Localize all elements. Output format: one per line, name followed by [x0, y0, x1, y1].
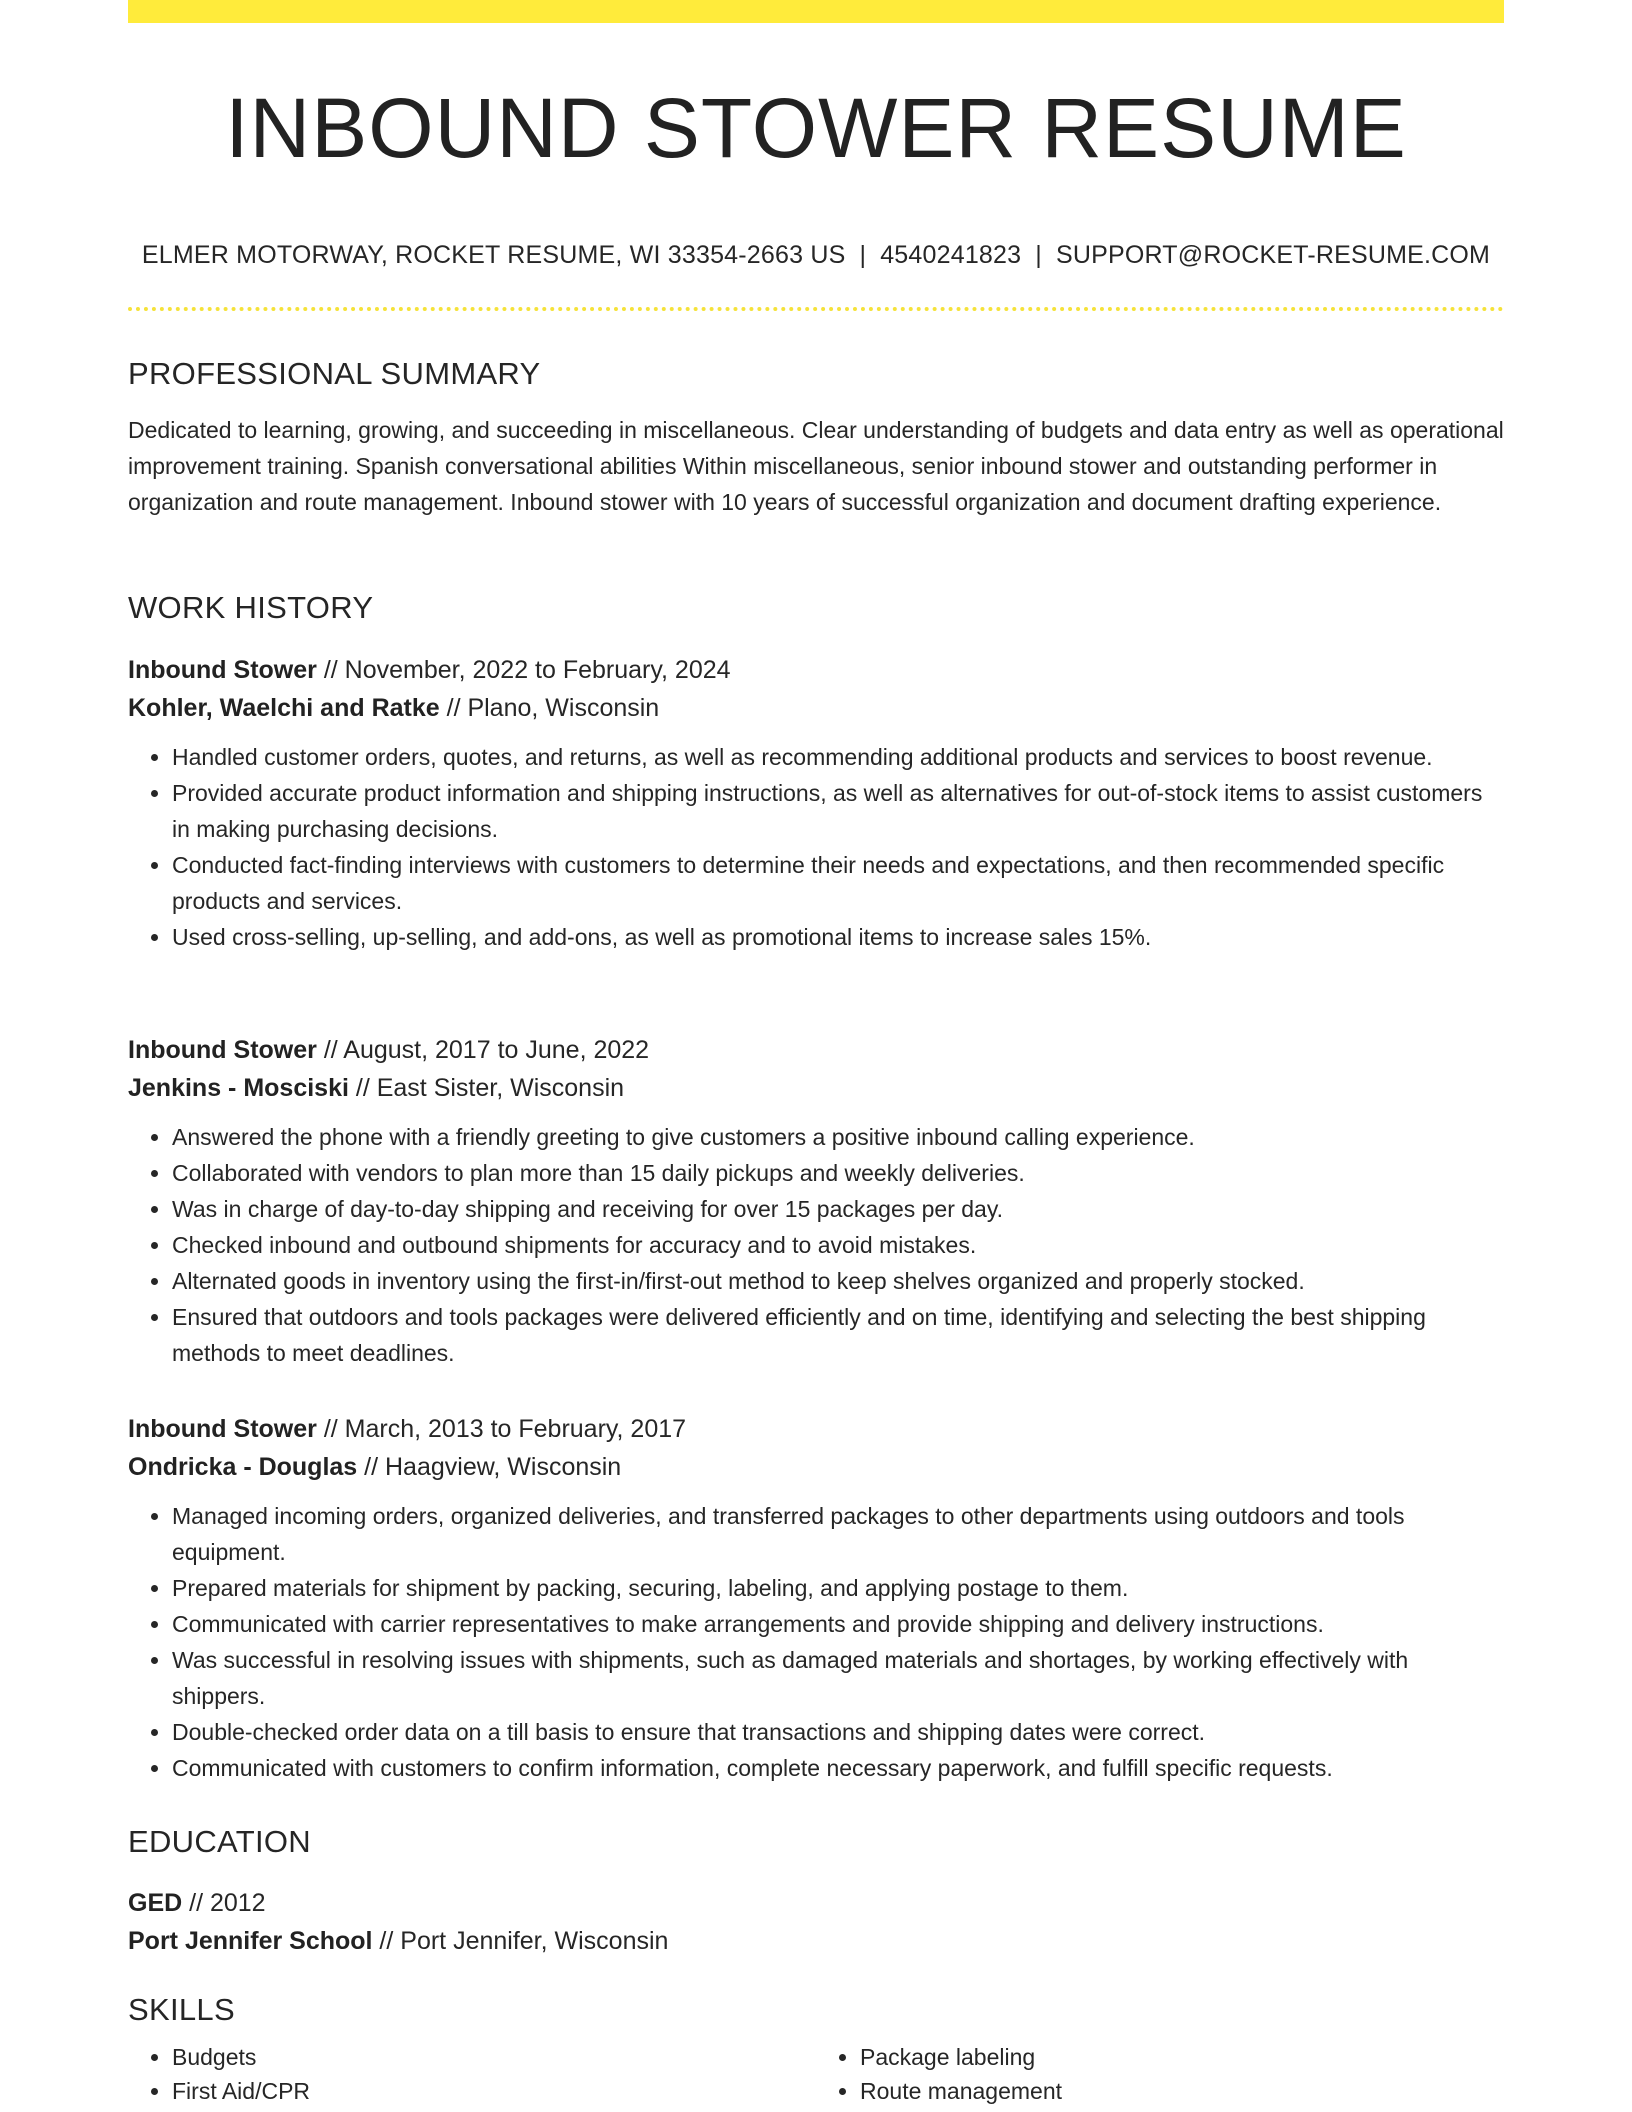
job-bullet: • Double-checked order data on a till basis to ensure that transactions and shipping dates were correct.: [172, 1714, 1504, 1750]
accent-bar: [128, 0, 1504, 23]
job-location: // Haagview, Wisconsin: [357, 1453, 622, 1481]
skills-list-left: [128, 2040, 816, 2108]
job-company-line: [128, 1069, 1504, 1107]
job-company: Jenkins - Mosciski: [128, 1074, 349, 1102]
summary-text: Dedicated to learning, growing, and succeeding in miscellaneous. Clear understanding of budgets and data entry as well as operational improvement training. Spanish conversational abilities Within miscellaneous, senior inbound stower and outstanding performer in organization and route management. Inbound stower with 10 years of successful organization and document drafting experience.: [128, 417, 1504, 515]
job-title: Inbound Stower: [128, 1036, 317, 1064]
job-title-line: [128, 1410, 1504, 1448]
education-degree-line: [128, 1884, 1504, 1922]
skills-heading: SKILLS: [128, 1992, 235, 2027]
job-bullet: • Was in charge of day-to-day shipping and receiving for over 15 packages per day.: [172, 1191, 1504, 1227]
work-history-heading: WORK HISTORY: [128, 590, 374, 625]
job-title-line: [128, 1031, 1504, 1069]
skills-columns: [128, 2030, 1504, 2108]
job-bullet: • Checked inbound and outbound shipments for accuracy and to avoid mistakes.: [172, 1227, 1504, 1263]
job-dates: // November, 2022 to February, 2024: [316, 656, 731, 684]
job-company-line: [128, 1448, 1504, 1486]
job-title-line: [128, 651, 1504, 689]
job-bullets: [128, 739, 1504, 955]
job-location: // East Sister, Wisconsin: [348, 1074, 625, 1102]
dotted-divider: [128, 307, 1504, 311]
job-title: Inbound Stower: [128, 1415, 317, 1443]
skill-item: • First Aid/CPR: [172, 2074, 816, 2108]
education-heading: EDUCATION: [128, 1824, 311, 1859]
resume-title: INBOUND STOWER RESUME: [225, 81, 1407, 175]
job-bullet: • Answered the phone with a friendly greeting to give customers a positive inbound calling experience.: [172, 1119, 1504, 1155]
job-company: Ondricka - Douglas: [128, 1453, 358, 1481]
education-location: // Port Jennifer, Wisconsin: [372, 1927, 669, 1955]
contact-line: [128, 236, 1504, 274]
job-bullet: • Collaborated with vendors to plan more than 15 daily pickups and weekly deliveries.: [172, 1155, 1504, 1191]
job-bullet: • Provided accurate product information and shipping instructions, as well as alternatives for out-of-stock items to assist customers in making purchasing decisions.: [172, 775, 1504, 847]
job-bullet: • Used cross-selling, up-selling, and add-ons, as well as promotional items to increase sales 15%.: [172, 919, 1504, 955]
skills-section: [128, 1990, 1504, 2108]
job-bullet: • Alternated goods in inventory using the first-in/first-out method to keep shelves organized and properly stocked.: [172, 1263, 1504, 1299]
summary-section: [128, 354, 1504, 520]
education-section: [128, 1822, 1504, 1960]
summary-heading: PROFESSIONAL SUMMARY: [128, 356, 541, 391]
job-company: Kohler, Waelchi and Ratke: [128, 694, 440, 722]
job-bullet: • Communicated with carrier representatives to make arrangements and provide shipping and delivery instructions.: [172, 1606, 1504, 1642]
skill-item: • Budgets: [172, 2040, 816, 2074]
job-bullet: • Conducted fact-finding interviews with customers to determine their needs and expectations, and then recommended specific products and services.: [172, 847, 1504, 919]
contact-email: SUPPORT@ROCKET-RESUME.COM: [1055, 241, 1491, 269]
education-school-line: [128, 1922, 1504, 1960]
job-dates: // March, 2013 to February, 2017: [316, 1415, 687, 1443]
job-bullet: • Handled customer orders, quotes, and returns, as well as recommending additional products and services to boost revenue.: [172, 739, 1504, 775]
contact-address: ELMER MOTORWAY, ROCKET RESUME, WI 33354-2663 US: [141, 241, 846, 269]
skill-item: • Route management: [860, 2074, 1504, 2108]
job-bullet: • Communicated with customers to confirm information, complete necessary paperwork, and fulfill specific requests.: [172, 1750, 1504, 1786]
work-history-heading-wrap: [128, 588, 1504, 628]
job-location: // Plano, Wisconsin: [439, 694, 660, 722]
job-bullet: • Ensured that outdoors and tools packages were delivered efficiently and on time, identifying and selecting the best shipping methods to meet deadlines.: [172, 1299, 1504, 1371]
job-company-line: [128, 689, 1504, 727]
education-year: // 2012: [182, 1889, 266, 1917]
job-dates: // August, 2017 to June, 2022: [316, 1036, 650, 1064]
contact-phone: 4540241823: [880, 241, 1022, 269]
skills-list-right: [816, 2040, 1504, 2108]
skill-item: • Package labeling: [860, 2040, 1504, 2074]
job-bullets: [128, 1498, 1504, 1786]
job-entry: [128, 651, 1504, 955]
contact-separator: |: [859, 241, 867, 269]
job-entry: [128, 1410, 1504, 1786]
contact-separator: |: [1035, 241, 1042, 269]
job-bullet: • Was successful in resolving issues with shipments, such as damaged materials and shortages, by working effectively with shippers.: [172, 1642, 1504, 1714]
job-entry: [128, 1031, 1504, 1371]
education-school: Port Jennifer School: [128, 1927, 373, 1955]
job-bullets: [128, 1119, 1504, 1371]
job-bullet: • Prepared materials for shipment by packing, securing, labeling, and applying postage to them.: [172, 1570, 1504, 1606]
job-title: Inbound Stower: [128, 656, 317, 684]
job-bullet: • Managed incoming orders, organized deliveries, and transferred packages to other departments using outdoors and tools equipment.: [172, 1498, 1504, 1570]
education-degree: GED: [128, 1889, 183, 1917]
